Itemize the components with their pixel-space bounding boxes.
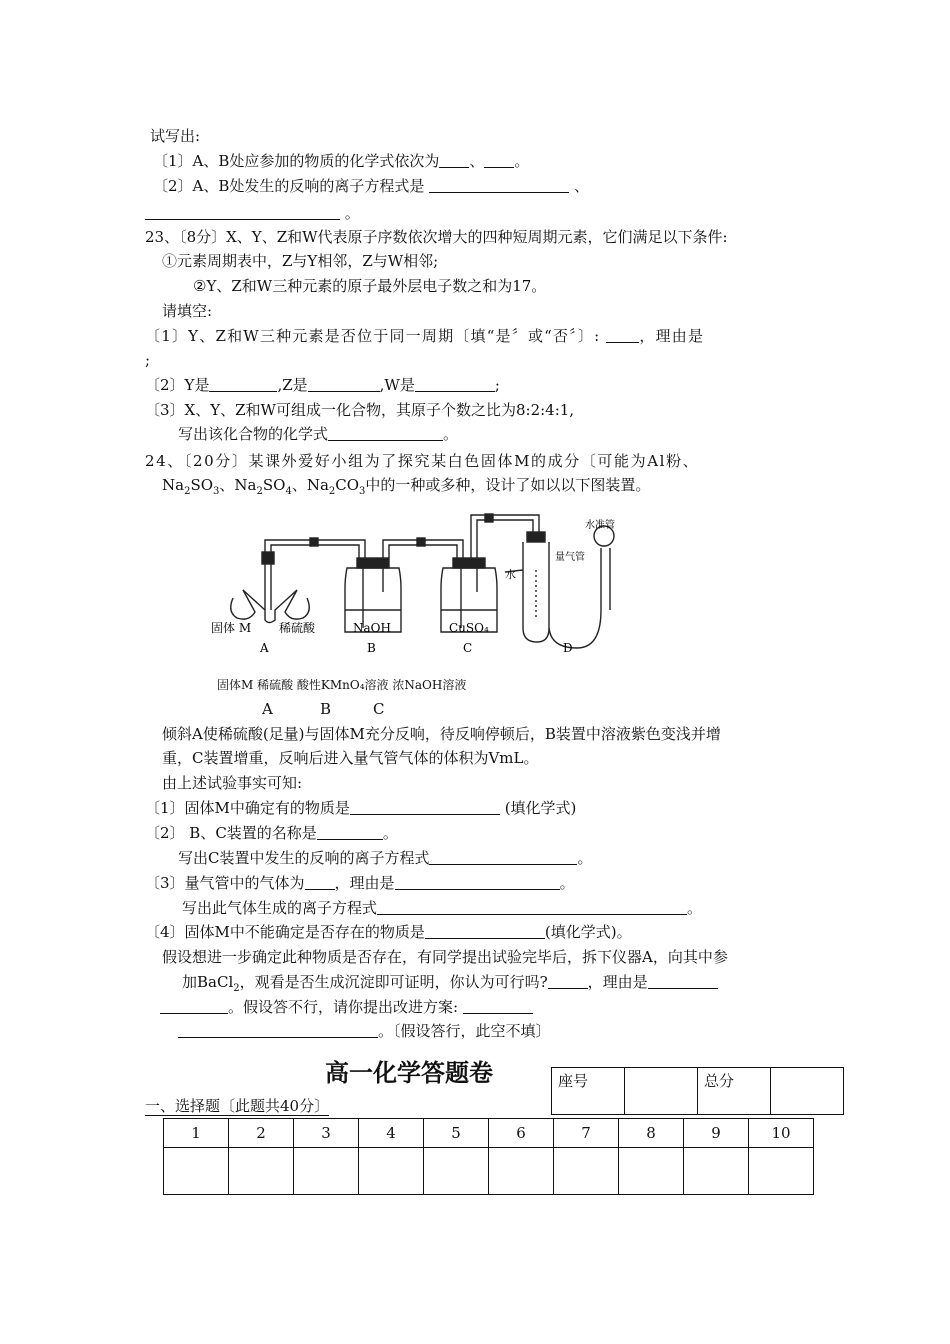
- question-number: 1: [164, 1119, 229, 1148]
- answer-blank[interactable]: [463, 998, 533, 1014]
- answer-cell[interactable]: [164, 1148, 229, 1195]
- answer-blank[interactable]: [308, 376, 380, 392]
- q23-fill-instruction: 请填空:: [162, 302, 213, 320]
- choice-answer-grid: [163, 1118, 814, 1195]
- answer-blank[interactable]: [305, 874, 335, 890]
- answer-cell[interactable]: [294, 1148, 359, 1195]
- letter-b: B: [367, 641, 376, 655]
- apparatus-figure: [205, 510, 645, 660]
- letter-a: A: [260, 641, 269, 655]
- answer-blank[interactable]: [350, 799, 500, 815]
- q23-sub3: 〔3〕X、Y、Z和W可组成一化合物，其原子个数之比为8:2:4:1,: [145, 401, 575, 419]
- section-choice-title: 一、选择题〔此题共40分〕: [145, 1097, 330, 1115]
- answer-blank[interactable]: [178, 1022, 378, 1038]
- q24-text-2: 重，C装置增重，反响后进入量气管气体的体积为VmL。: [162, 749, 539, 767]
- q23-sub2: 〔2〕Y是 ,Z是 ,W是 ;: [145, 376, 500, 394]
- label-gas-burette: 量气管: [555, 552, 585, 563]
- q22-part2-cont: 。: [145, 203, 360, 223]
- q24-sub3-equation: 写出此气体生成的离子方程式 。: [182, 899, 703, 917]
- answer-blank[interactable]: [377, 899, 687, 915]
- q24-sub4: 〔4〕固体M中不能确定是否存在的物质是 (填化学式)。: [145, 923, 632, 941]
- q24-text-1: 倾斜A使稀硫酸(足量)与固体M充分反响，待反响停顿后，B装置中溶液紫色变浅并增: [162, 725, 721, 743]
- q23-sub1: 〔1〕Y、Z和W三种元素是否位于同一周期〔填“是〞或“否〞〕: ，理由是: [145, 327, 705, 345]
- answer-blank[interactable]: [484, 152, 514, 168]
- figure-caption: 固体M 稀硫酸 酸性KMnO₄溶液 浓NaOH溶液: [217, 678, 467, 692]
- answer-cell[interactable]: [554, 1148, 619, 1195]
- question-number: 9: [684, 1119, 749, 1148]
- answer-cell[interactable]: [619, 1148, 684, 1195]
- label-naoh: NaOH: [353, 621, 391, 635]
- letter-d: D: [563, 641, 573, 655]
- q22-part1: 〔1〕A、B处应参加的物质的化学式依次为 、 。: [153, 152, 530, 170]
- question-number: 5: [424, 1119, 489, 1148]
- label-leveling-tube: 水准管: [585, 520, 615, 531]
- q24-sub4-question: 加BaCl$_2$，观看是否生成沉淀即可证明，你认为可行吗? ，理由是: [182, 972, 718, 999]
- total-cell[interactable]: [771, 1068, 844, 1115]
- q23-sub1-end: ;: [145, 351, 151, 369]
- answer-cell[interactable]: [684, 1148, 749, 1195]
- caption-letter-b: B: [320, 700, 332, 718]
- q24-sub2: 〔2〕 B、C装置的名称是 。: [145, 824, 398, 842]
- q24-sub2-equation: 写出C装置中发生的反响的离子方程式 。: [178, 849, 593, 867]
- answer-blank[interactable]: [425, 923, 545, 939]
- seat-label: 座号: [552, 1068, 625, 1115]
- q24-sub4-improve: 。假设答不行，请你提出改进方案:: [160, 997, 533, 1017]
- answer-blank[interactable]: [429, 177, 569, 193]
- q22-part2: 〔2〕A、B处发生的反响的离子方程式是 、: [153, 177, 589, 195]
- answer-blank[interactable]: [606, 327, 639, 343]
- apparatus-diagram: [205, 510, 645, 660]
- label-cuso4: CuSO₄: [449, 621, 489, 635]
- answer-cell[interactable]: [424, 1148, 489, 1195]
- q24-sub1: 〔1〕固体M中确定有的物质是 (填化学式): [145, 799, 577, 817]
- instruction: 试写出:: [150, 127, 201, 145]
- answer-blank[interactable]: [548, 973, 588, 989]
- q24-stem-cont: $Na_2SO_3$、$Na_2SO_4$、$Na_2CO_3$中的一种或多种，设计了如以以下图装置。: [162, 476, 651, 497]
- question-number: 4: [359, 1119, 424, 1148]
- label-dilute-acid: 稀硫酸: [279, 621, 316, 635]
- q23-condition-2: ②Y、Z和W三种元素的原子最外层电子数之和为17。: [193, 277, 547, 295]
- answer-blank[interactable]: [439, 152, 469, 168]
- question-number: 10: [749, 1119, 814, 1148]
- q24-sub4-text: 假设想进一步确定此种物质是否存在，有同学提出试验完毕后，拆下仪器A，向其中参: [162, 948, 728, 966]
- question-number: 7: [554, 1119, 619, 1148]
- q23-sub3-formula: 写出该化合物的化学式 。: [178, 425, 459, 443]
- label-solid-m: 固体 M: [211, 621, 252, 635]
- answer-sheet-title: 高一化学答题卷: [325, 1059, 493, 1087]
- q24-sub4-improve-cont: 。〔假设答行，此空不填〕: [178, 1021, 551, 1041]
- total-label: 总分: [698, 1068, 771, 1115]
- answer-blank[interactable]: [317, 824, 383, 840]
- answer-cell[interactable]: [489, 1148, 554, 1195]
- answer-cell[interactable]: [359, 1148, 424, 1195]
- question-number: 8: [619, 1119, 684, 1148]
- q24-sub3: 〔3〕量气管中的气体为 ，理由是 。: [145, 874, 575, 892]
- caption-letter-c: C: [373, 700, 385, 718]
- answer-cell[interactable]: [749, 1148, 814, 1195]
- caption-letter-a: A: [262, 700, 273, 718]
- letter-c: C: [463, 641, 473, 655]
- answer-blank[interactable]: [415, 376, 495, 392]
- answer-blank[interactable]: [648, 973, 718, 989]
- seat-cell[interactable]: [625, 1068, 698, 1115]
- answer-blank[interactable]: [395, 874, 560, 890]
- question-number: 6: [489, 1119, 554, 1148]
- score-table: [551, 1067, 844, 1115]
- label-water: 水: [505, 568, 516, 581]
- answer-blank[interactable]: [429, 849, 577, 865]
- q23-stem: 23、〔8分〕X、Y、Z和W代表原子序数依次增大的四种短周期元素，它们满足以下条件:: [145, 228, 728, 246]
- q24-stem: 24、〔20分〕某课外爱好小组为了探究某白色固体M的成分〔可能为Al粉、: [145, 452, 700, 470]
- q23-condition-1: ①元素周期表中，Z与Y相邻，Z与W相邻;: [162, 252, 439, 270]
- question-number: 3: [294, 1119, 359, 1148]
- answer-blank[interactable]: [209, 376, 277, 392]
- answer-blank[interactable]: [328, 425, 443, 441]
- answer-blank[interactable]: [145, 204, 340, 220]
- answer-blank[interactable]: [160, 998, 228, 1014]
- question-number: 2: [229, 1119, 294, 1148]
- q24-text-3: 由上述试验事实可知:: [162, 774, 303, 792]
- answer-cell[interactable]: [229, 1148, 294, 1195]
